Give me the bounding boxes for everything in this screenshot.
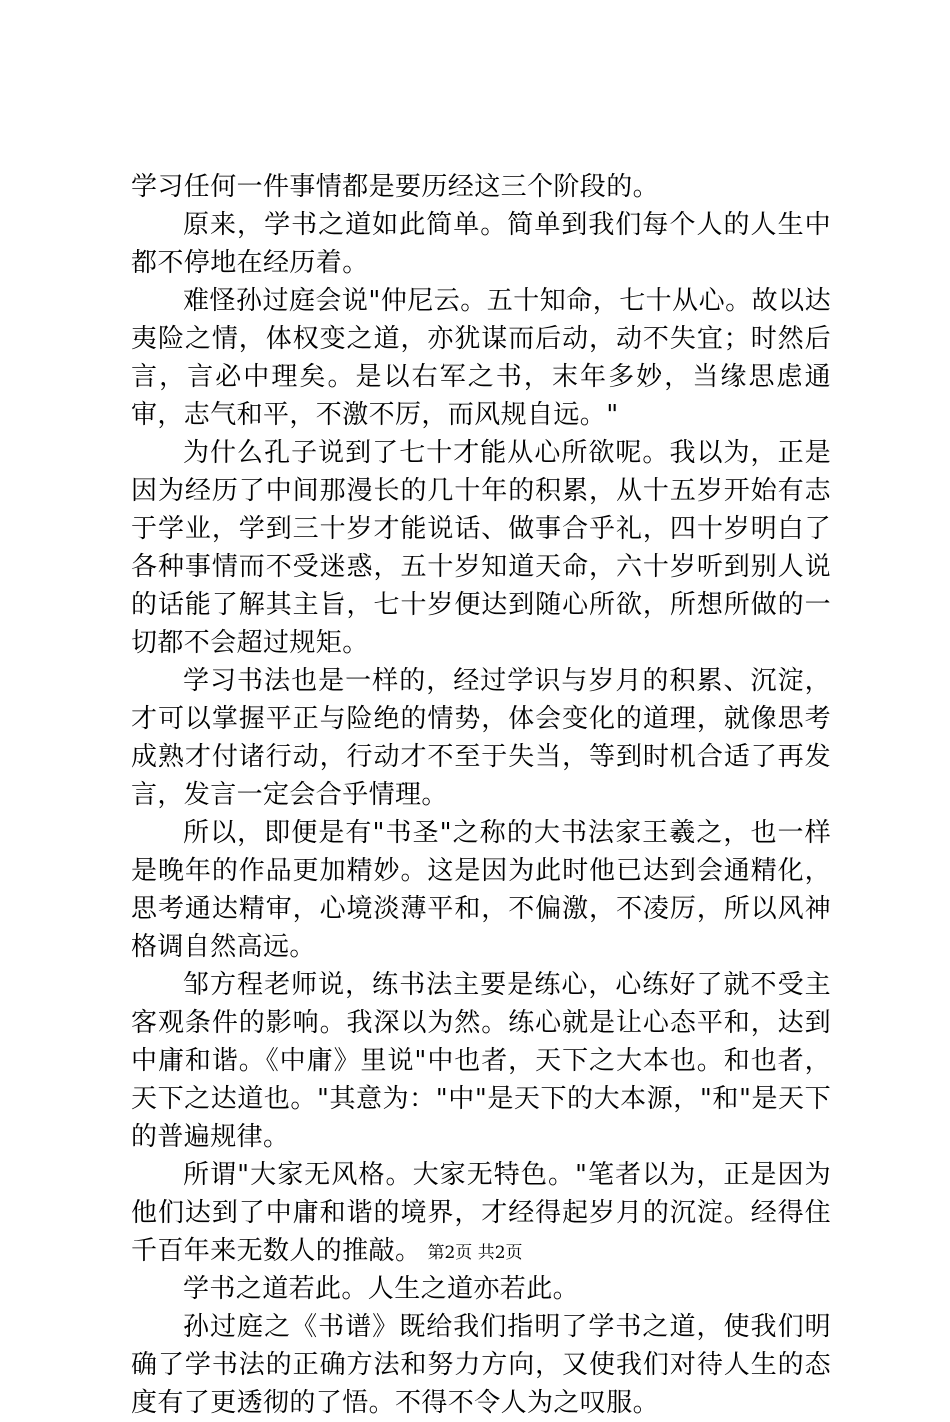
paragraph-4: 为什么孔子说到了七十才能从心所欲呢。我以为，正是因为经历了中间那漫长的几十年的积累，从十五岁开始有志于学业，学到三十岁才能说话、做事合乎礼，四十岁明白了各种事情而不受迷惑，五十岁知道天命，六十岁听到别人说的话能了解其主旨，七十岁便达到随心所欲，所想所做的一切都不会超过规矩。	[131, 438, 831, 658]
paragraph-10: 孙过庭之《书谱》既给我们指明了学书之道，使我们明确了学书法的正确方法和努力方向，又使我们对待人生的态度有了更透彻的了悟。不得不令人为之叹服。	[131, 1312, 831, 1418]
page-footer	[0, 1241, 950, 1265]
paragraph-3: 难怪孙过庭会说"仲尼云。五十知命，七十从心。故以达夷险之情，体权变之道，亦犹谋而后动，动不失宜；时然后言，言必中理矣。是以右军之书，末年多妙，当缘思虑通审，志气和平，不激不厉，而风规自远。"	[131, 286, 831, 430]
paragraph-9: 学书之道若此。人生之道亦若此。	[183, 1274, 580, 1304]
paragraph-8: 所谓"大家无风格。大家无特色。"笔者以为，正是因为他们达到了中庸和谐的境界，才经得起岁月的沉淀。经得住千百年来无数人的推敲。	[131, 1160, 831, 1266]
document-body	[131, 168, 831, 1422]
paragraph-1: 学习任何一件事情都是要历经这三个阶段的。	[131, 172, 660, 202]
paragraph-7: 邹方程老师说，练书法主要是练心，心练好了就不受主客观条件的影响。我深以为然。练心就是让心态平和，达到中庸和谐。《中庸》里说"中也者，天下之大本也。和也者，天下之达道也。"其意为："中"是天下的大本源，"和"是天下的普遍规律。	[131, 970, 831, 1152]
page-number-label: 第2页 共2页	[427, 1243, 523, 1263]
paragraph-6: 所以，即便是有"书圣"之称的大书法家王羲之，也一样是晚年的作品更加精妙。这是因为此时他已达到会通精化，思考通达精审，心境淡薄平和，不偏激，不凌厉，所以风神格调自然高远。	[131, 818, 831, 962]
paragraph-2: 原来，学书之道如此简单。简单到我们每个人的人生中都不停地在经历着。	[131, 210, 831, 278]
paragraph-5: 学习书法也是一样的，经过学识与岁月的积累、沉淀，才可以掌握平正与险绝的情势，体会变化的道理，就像思考成熟才付诸行动，行动才不至于失当，等到时机合适了再发言，发言一定会合乎情理。	[131, 666, 831, 810]
